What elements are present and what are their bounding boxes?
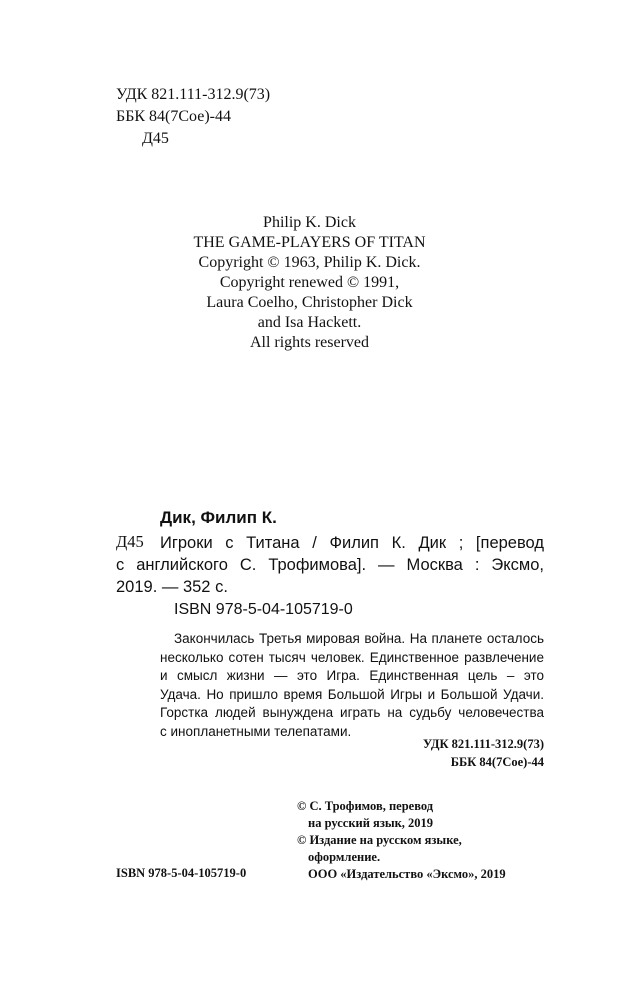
original-title: THE GAME-PLAYERS OF TITAN xyxy=(193,234,426,251)
original-author: Philip K. Dick xyxy=(263,214,356,231)
copyright-line: оформление. xyxy=(308,850,381,864)
annotation-line: Закончилась Третья мировая война. На планете осталось xyxy=(174,631,544,646)
annotation-line: с инопланетными телепатами. xyxy=(160,723,352,739)
udk-code: УДК 821.111-312.9(73) xyxy=(116,86,271,103)
bib-cutter-code: Д45 xyxy=(116,532,144,551)
rights-line: and Isa Hackett. xyxy=(257,314,362,331)
copyright-line: на русский язык, 2019 xyxy=(308,816,434,830)
rights-line: Laura Coelho, Christopher Dick xyxy=(206,294,413,311)
cutter-code: Д45 xyxy=(142,130,169,147)
bbk-code-right: ББК 84(7Сое)-44 xyxy=(450,755,544,769)
isbn-record: ISBN 978-5-04-105719-0 xyxy=(174,601,353,618)
annotation-line: Горстка людей вынуждена играть на судьбу человечества xyxy=(160,705,544,721)
annotation xyxy=(160,630,544,742)
annotation-line: Удача. Но пришло время Большой Игры и Большой Удачи. xyxy=(160,686,544,702)
original-rights xyxy=(0,253,619,353)
isbn-bottom: ISBN 978-5-04-105719-0 xyxy=(116,866,247,880)
description-line: с английского С. Трофимова]. — Москва : Эксмо, xyxy=(116,556,544,574)
description-line: Игроки с Титана / Филип К. Дик ; [перевод xyxy=(160,534,544,552)
copyright-line: © Издание на русском языке, xyxy=(297,833,462,847)
rights-line: Copyright © 1963, Philip K. Dick. xyxy=(198,254,421,271)
annotation-line: несколько сотен тысяч человек. Единственное развлечение xyxy=(160,649,544,665)
description-line: 2019. — 352 с. xyxy=(116,578,228,596)
annotation-line: и смысл жизни — это Игра. Единственная цель – это xyxy=(160,668,544,684)
author-heading: Дик, Филип К. xyxy=(160,508,277,527)
udk-code-right: УДК 821.111-312.9(73) xyxy=(422,737,544,751)
copyright-line: © С. Трофимов, перевод xyxy=(297,799,434,813)
bbk-code: ББК 84(7Сое)-44 xyxy=(116,108,231,125)
copyright-line: ООО «Издательство «Эксмо», 2019 xyxy=(308,867,506,881)
copyright-block xyxy=(297,798,506,883)
rights-line: Copyright renewed © 1991, xyxy=(219,274,400,291)
rights-line: All rights reserved xyxy=(249,334,370,351)
